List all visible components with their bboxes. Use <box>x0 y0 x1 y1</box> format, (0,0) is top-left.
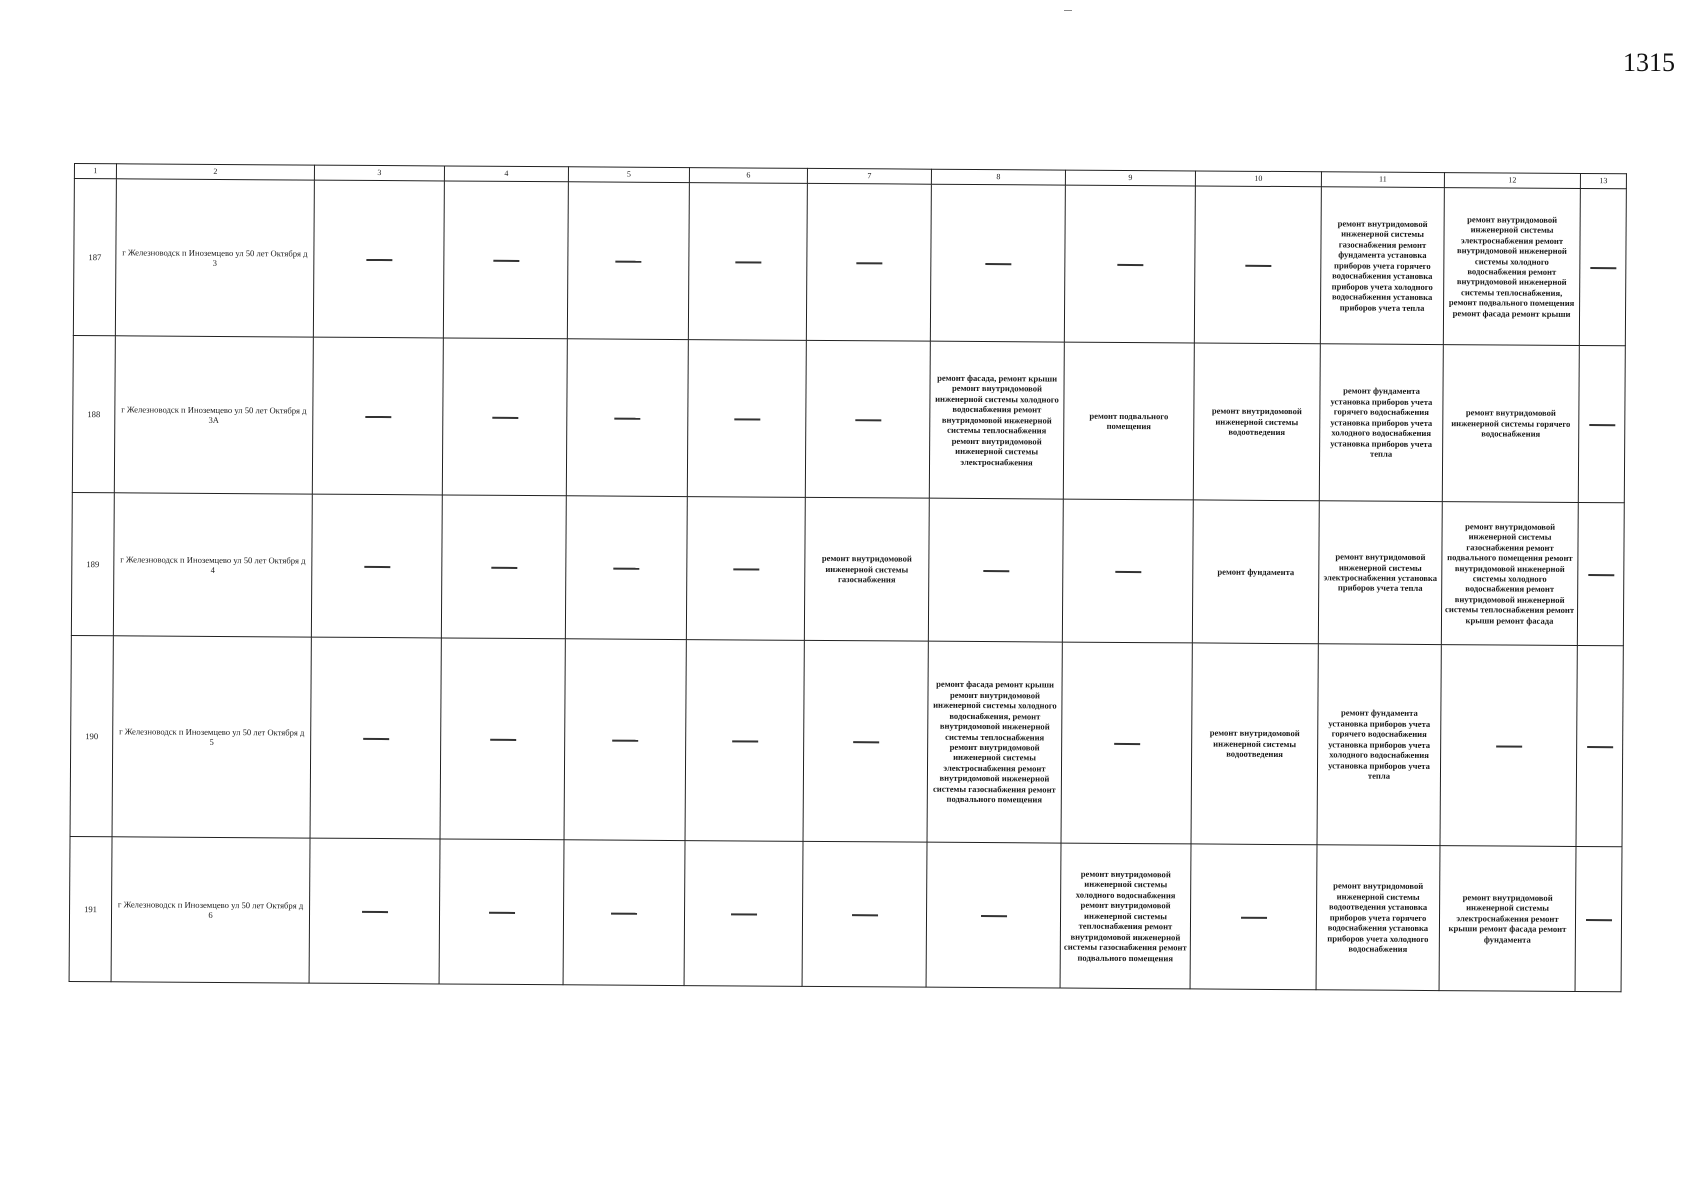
table-row <box>71 492 1624 645</box>
dash-mark <box>1496 745 1522 747</box>
dash-mark <box>1587 746 1613 748</box>
empty-cell <box>806 183 931 341</box>
empty-cell <box>802 841 927 987</box>
repair-work-cell: ремонт внутридомовой инженерной системы холодного водоснабжения ремонт внутридомовой инженерной системы теплоснабжения ремонт внутридомовой инженерной системы газоснабжения ремонт подвального помещения <box>1060 843 1191 989</box>
empty-cell <box>441 495 566 639</box>
dash-mark <box>1241 917 1267 919</box>
repair-work-cell: ремонт фундамента <box>1192 500 1319 644</box>
empty-cell <box>563 840 685 986</box>
row-number: 187 <box>73 179 116 336</box>
empty-cell <box>1064 185 1195 343</box>
dash-mark <box>1590 267 1616 269</box>
column-header: 5 <box>568 167 689 183</box>
empty-cell <box>1440 645 1577 847</box>
empty-cell <box>928 498 1063 642</box>
repair-schedule-table <box>69 163 1627 992</box>
repair-work-cell: ремонт фундамента установка приборов учета горячего водоснабжения установка приборов учета холодного водоснабжения установка приборов учета тепла <box>1319 344 1443 502</box>
empty-cell <box>1062 499 1193 643</box>
row-number: 189 <box>71 492 114 635</box>
repair-work-cell: ремонт внутридомовой инженерной системы водоотведения <box>1191 643 1318 845</box>
dash-mark <box>493 260 519 262</box>
empty-cell <box>564 639 686 841</box>
dash-mark <box>735 261 761 263</box>
column-header: 12 <box>1444 173 1580 189</box>
row-number: 191 <box>69 836 112 981</box>
dash-mark <box>1114 743 1140 745</box>
repair-work-cell: ремонт внутридомовой инженерной системы горячего водоснабжения <box>1442 345 1579 503</box>
dash-mark <box>981 915 1007 917</box>
dash-mark <box>490 739 516 741</box>
address-cell: г Железноводск п Иноземцево ул 50 лет Октября д 3А <box>114 336 313 494</box>
row-number: 190 <box>70 635 113 836</box>
column-header: 2 <box>116 164 314 180</box>
repair-work-cell: ремонт внутридомовой инженерной системы электроснабжения ремонт внутридомовой инженерной системы холодного водоснабжения ремонт внутридомовой инженерной системы теплоснабжения, ремонт подвального помещения ремонт фасада ремонт крыши <box>1443 188 1580 346</box>
dash-mark <box>612 740 638 742</box>
empty-cell <box>1578 345 1625 502</box>
empty-cell <box>1575 846 1622 991</box>
dash-mark <box>613 568 639 570</box>
repair-work-cell: ремонт внутридомовой инженерной системы газоснабжения <box>804 497 929 641</box>
dash-mark <box>365 416 391 418</box>
dash-mark <box>362 911 388 913</box>
dash-mark <box>1586 919 1612 921</box>
repair-work-cell: ремонт подвального помещения <box>1063 342 1194 500</box>
row-number: 188 <box>72 335 115 492</box>
empty-cell <box>567 182 689 340</box>
dash-mark <box>366 259 392 261</box>
empty-cell <box>309 838 440 984</box>
address-cell: г Железноводск п Иноземцево ул 50 лет Октября д 6 <box>111 837 310 983</box>
page-number: 1315 <box>1623 48 1675 77</box>
empty-cell <box>803 640 928 842</box>
dash-mark <box>614 418 640 420</box>
column-header: 4 <box>444 166 568 182</box>
dash-mark <box>491 567 517 569</box>
column-header: 7 <box>807 168 931 184</box>
repair-work-cell: ремонт фасада ремонт крыши ремонт внутридомовой инженерной системы холодного водоснабжения, ремонт внутридомовой инженерной системы теплоснабжения ремонт внутридомовой инженерной системы электроснабжения ремонт внутридомовой инженерной системы газоснабжения ремонт подвального помещения <box>927 641 1062 843</box>
empty-cell <box>930 184 1065 342</box>
dash-mark <box>1245 265 1271 267</box>
dash-mark <box>611 913 637 915</box>
empty-cell <box>1576 645 1623 846</box>
empty-cell <box>566 339 688 497</box>
dash-mark <box>364 566 390 568</box>
repair-work-cell: ремонт фундамента установка приборов учета горячего водоснабжения установка приборов учета холодного водоснабжения установка приборов учета тепла <box>1317 644 1441 846</box>
empty-cell <box>684 841 803 987</box>
empty-cell <box>312 337 443 495</box>
empty-cell <box>311 494 442 638</box>
empty-cell <box>685 640 804 842</box>
column-header: 8 <box>931 169 1065 185</box>
address-cell: г Железноводск п Иноземцево ул 50 лет Октября д 3 <box>115 179 314 337</box>
empty-cell <box>687 340 806 498</box>
empty-cell <box>442 338 567 496</box>
dash-mark <box>363 738 389 740</box>
dash-mark <box>856 262 882 264</box>
empty-cell <box>565 496 687 640</box>
empty-cell <box>1061 642 1192 844</box>
column-header: 6 <box>689 168 807 184</box>
repair-work-cell: ремонт внутридомовой инженерной системы газоснабжения ремонт подвального помещения ремонт внутридомовой инженерной системы холодного водоснабжения ремонт внутридомовой инженерной системы теплоснабжения ремонт крыши ремонт фасада <box>1441 502 1578 646</box>
empty-cell <box>440 638 565 840</box>
empty-cell <box>1579 188 1626 345</box>
dash-mark <box>852 914 878 916</box>
table-row <box>72 335 1625 502</box>
empty-cell <box>443 181 568 339</box>
scan-mark <box>1064 10 1072 11</box>
dash-mark <box>855 419 881 421</box>
empty-cell <box>686 497 805 641</box>
column-header: 11 <box>1321 172 1444 188</box>
address-cell: г Железноводск п Иноземцево ул 50 лет Октября д 5 <box>112 636 311 838</box>
table-row <box>70 635 1623 846</box>
column-header: 3 <box>314 165 444 181</box>
repair-work-cell: ремонт внутридомовой инженерной системы водоотведения установка приборов учета горячего водоснабжения установка приборов учета холодного водоснабжения <box>1316 845 1440 991</box>
dash-mark <box>733 568 759 570</box>
empty-cell <box>805 340 930 498</box>
dash-mark <box>615 261 641 263</box>
dash-mark <box>734 418 760 420</box>
dash-mark <box>853 741 879 743</box>
dash-mark <box>732 740 758 742</box>
table-row <box>69 836 1622 991</box>
empty-cell <box>310 637 441 839</box>
table-row <box>73 179 1626 346</box>
column-header: 9 <box>1065 170 1195 186</box>
column-header: 13 <box>1580 173 1626 188</box>
empty-cell <box>1190 844 1317 990</box>
repair-work-cell: ремонт внутридомовой инженерной системы электроснабжения установка приборов учета тепла <box>1318 501 1442 645</box>
address-cell: г Железноводск п Иноземцево ул 50 лет Октября д 4 <box>113 493 312 637</box>
repair-work-cell: ремонт фасада, ремонт крыши ремонт внутридомовой инженерной системы холодного водоснабжения ремонт внутридомовой инженерной системы теплоснабжения ремонт внутридомовой инженерной системы электроснабжения <box>929 341 1064 499</box>
dash-mark <box>492 417 518 419</box>
dash-mark <box>1117 264 1143 266</box>
dash-mark <box>1115 571 1141 573</box>
dash-mark <box>731 913 757 915</box>
repair-work-cell: ремонт внутридомовой инженерной системы газоснабжения ремонт фундамента установка приборов учета горячего водоснабжения установка приборов учета холодного водоснабжения установка приборов учета тепла <box>1320 187 1444 345</box>
dash-mark <box>1589 424 1615 426</box>
column-header: 1 <box>74 164 116 179</box>
dash-mark <box>985 263 1011 265</box>
dash-mark <box>983 570 1009 572</box>
repair-work-cell: ремонт внутридомовой инженерной системы электроснабжения ремонт крыши ремонт фасада ремонт фундамента <box>1439 846 1576 992</box>
dash-mark <box>489 912 515 914</box>
repair-work-cell: ремонт внутридомовой инженерной системы водоотведения <box>1193 343 1320 501</box>
column-header: 10 <box>1195 171 1321 187</box>
empty-cell <box>926 842 1061 988</box>
empty-cell <box>439 839 564 985</box>
empty-cell <box>313 180 444 338</box>
empty-cell <box>1577 502 1624 645</box>
dash-mark <box>1588 574 1614 576</box>
empty-cell <box>1194 186 1321 344</box>
empty-cell <box>688 183 807 341</box>
